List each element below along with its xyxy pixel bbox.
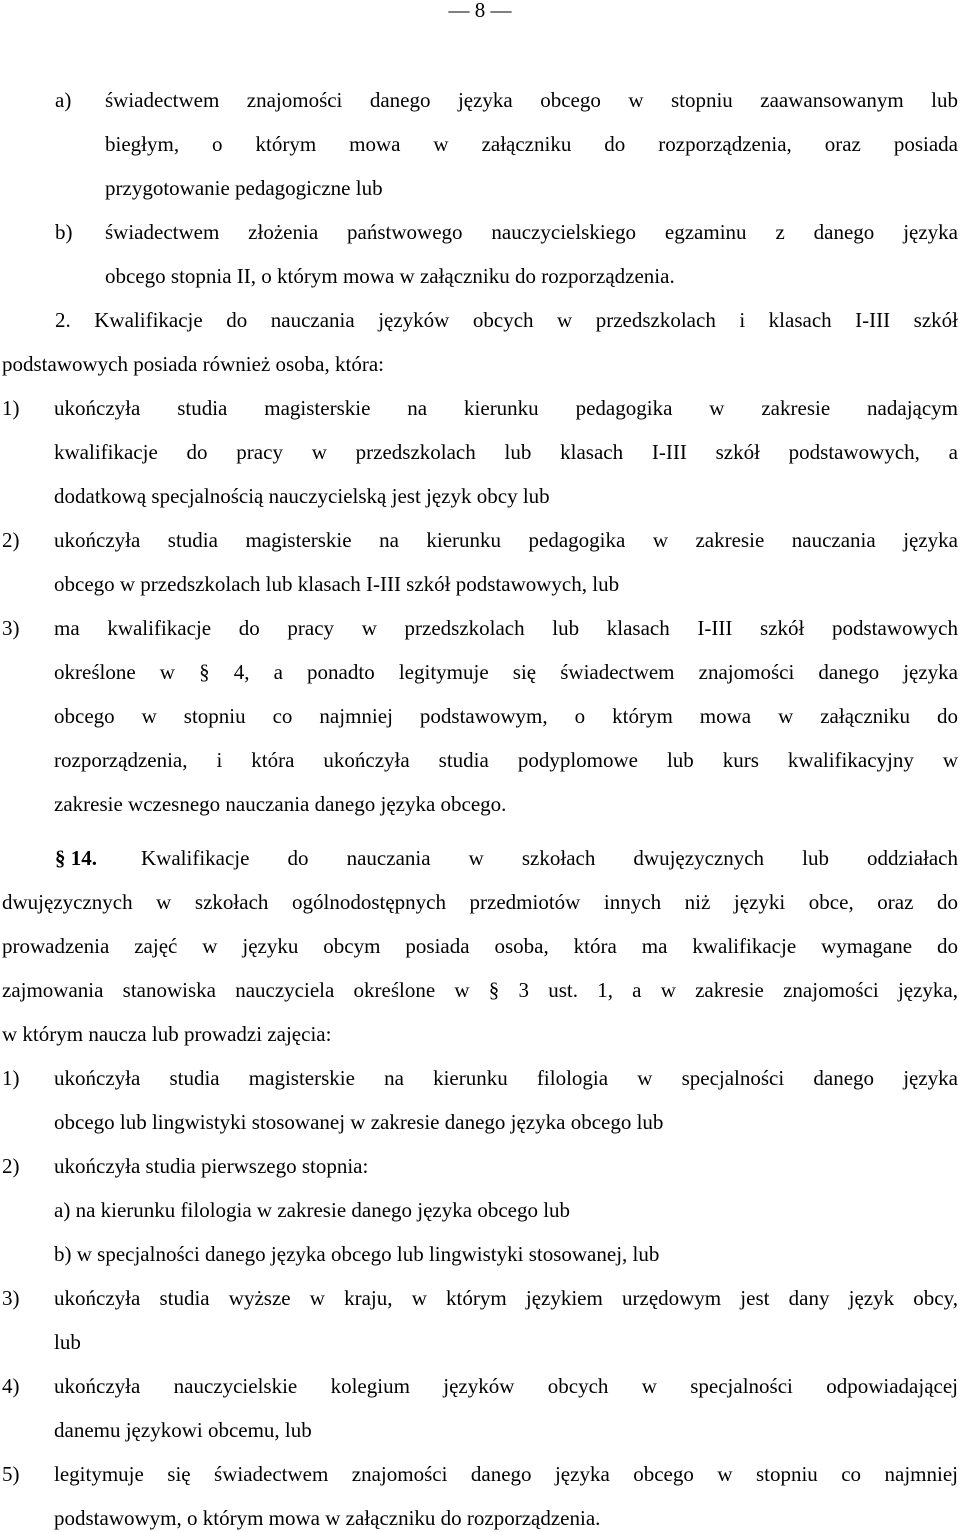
- list-item-text: ukończyła studia magisterskie na kierunku filologia w specjalności danego języka: [54, 1066, 958, 1090]
- text-line: dwujęzycznych w szkołach ogólnodostępnych przedmiotów innych niż języki obce, oraz do: [2, 890, 958, 914]
- text-line: obcego w stopniu co najmniej podstawowym, o którym mowa w załączniku do: [54, 704, 958, 728]
- sub-list-item: b) w specjalności danego języka obcego lub lingwistyki stosowanej, lub: [54, 1242, 660, 1266]
- list-item: [2, 1152, 958, 1180]
- text-line: obcego stopnia II, o którym mowa w załączniku do rozporządzenia.: [105, 264, 675, 288]
- list-marker: 2): [2, 1154, 20, 1178]
- list-item: [2, 1064, 958, 1092]
- list-item: [2, 1372, 958, 1400]
- text-line: podstawowym, o którym mowa w załączniku do rozporządzenia.: [54, 1506, 601, 1530]
- text-line: zakresie wczesnego nauczania danego języka obcego.: [54, 792, 507, 816]
- text-line: w którym naucza lub prowadzi zajęcia:: [2, 1022, 332, 1046]
- list-item-text: ukończyła studia magisterskie na kierunku pedagogika w zakresie nadającym: [54, 396, 958, 420]
- list-item: [55, 86, 958, 114]
- paragraph-2-start: 2. Kwalifikacje do nauczania języków obcych w przedszkolach i klasach I-III szkół: [55, 308, 958, 332]
- section-number: § 14.: [55, 846, 97, 870]
- text-line: przygotowanie pedagogiczne lub: [105, 176, 383, 200]
- text-line: lub: [54, 1330, 81, 1354]
- list-marker: 3): [2, 1286, 20, 1310]
- text-line: prowadzenia zajęć w języku obcym posiada osoba, która ma kwalifikacje wymagane do: [2, 934, 958, 958]
- list-marker: 3): [2, 616, 20, 640]
- list-marker: a): [55, 88, 72, 112]
- text-line: kwalifikacje do pracy w przedszkolach lub klasach I-III szkół podstawowych, a: [54, 440, 958, 464]
- list-marker: 2): [2, 528, 20, 552]
- text-line: danemu językowi obcemu, lub: [54, 1418, 312, 1442]
- list-item: [2, 1460, 958, 1488]
- list-item-text: ukończyła studia magisterskie na kierunku pedagogika w zakresie nauczania języka: [54, 528, 958, 552]
- text-line: podstawowych posiada również osoba, która:: [2, 352, 384, 376]
- section-text: Kwalifikacje do nauczania w szkołach dwujęzycznych lub oddziałach: [141, 846, 958, 870]
- text-line: dodatkową specjalnością nauczycielską jest język obcy lub: [54, 484, 550, 508]
- text-line: rozporządzenia, i która ukończyła studia podyplomowe lub kurs kwalifikacyjny w: [54, 748, 958, 772]
- list-item: [2, 614, 958, 642]
- section-14: [55, 844, 958, 872]
- list-item: [55, 218, 958, 246]
- list-item-text: ukończyła studia pierwszego stopnia:: [54, 1154, 369, 1178]
- list-item-text: legitymuje się świadectwem znajomości danego języka obcego w stopniu co najmniej: [54, 1462, 958, 1486]
- list-marker: 1): [2, 396, 20, 420]
- list-marker: 4): [2, 1374, 20, 1398]
- text-line: obcego lub lingwistyki stosowanej w zakresie danego języka obcego lub: [54, 1110, 664, 1134]
- sub-list-item: a) na kierunku filologia w zakresie danego języka obcego lub: [54, 1198, 571, 1222]
- list-item: [2, 526, 958, 554]
- page-number: — 8 —: [448, 0, 512, 22]
- list-marker: b): [55, 220, 73, 244]
- list-item-text: ukończyła nauczycielskie kolegium języków obcych w specjalności odpowiadającej: [54, 1374, 958, 1398]
- list-item-text: ukończyła studia wyższe w kraju, w którym językiem urzędowym jest dany język obcy,: [54, 1286, 958, 1310]
- text-line: biegłym, o którym mowa w załączniku do rozporządzenia, oraz posiada: [105, 132, 958, 156]
- list-item: [2, 1284, 958, 1312]
- list-marker: 5): [2, 1462, 20, 1486]
- list-item-text: świadectwem złożenia państwowego nauczycielskiego egzaminu z danego języka: [105, 220, 958, 244]
- text-line: określone w § 4, a ponadto legitymuje się świadectwem znajomości danego języka: [54, 660, 958, 684]
- list-item-text: świadectwem znajomości danego języka obcego w stopniu zaawansowanym lub: [105, 88, 958, 112]
- text-line: zajmowania stanowiska nauczyciela określone w § 3 ust. 1, a w zakresie znajomości języka,: [2, 978, 958, 1002]
- text-line: obcego w przedszkolach lub klasach I-III szkół podstawowych, lub: [54, 572, 620, 596]
- list-item-text: ma kwalifikacje do pracy w przedszkolach lub klasach I-III szkół podstawowych: [54, 616, 958, 640]
- list-marker: 1): [2, 1066, 20, 1090]
- list-item: [2, 394, 958, 422]
